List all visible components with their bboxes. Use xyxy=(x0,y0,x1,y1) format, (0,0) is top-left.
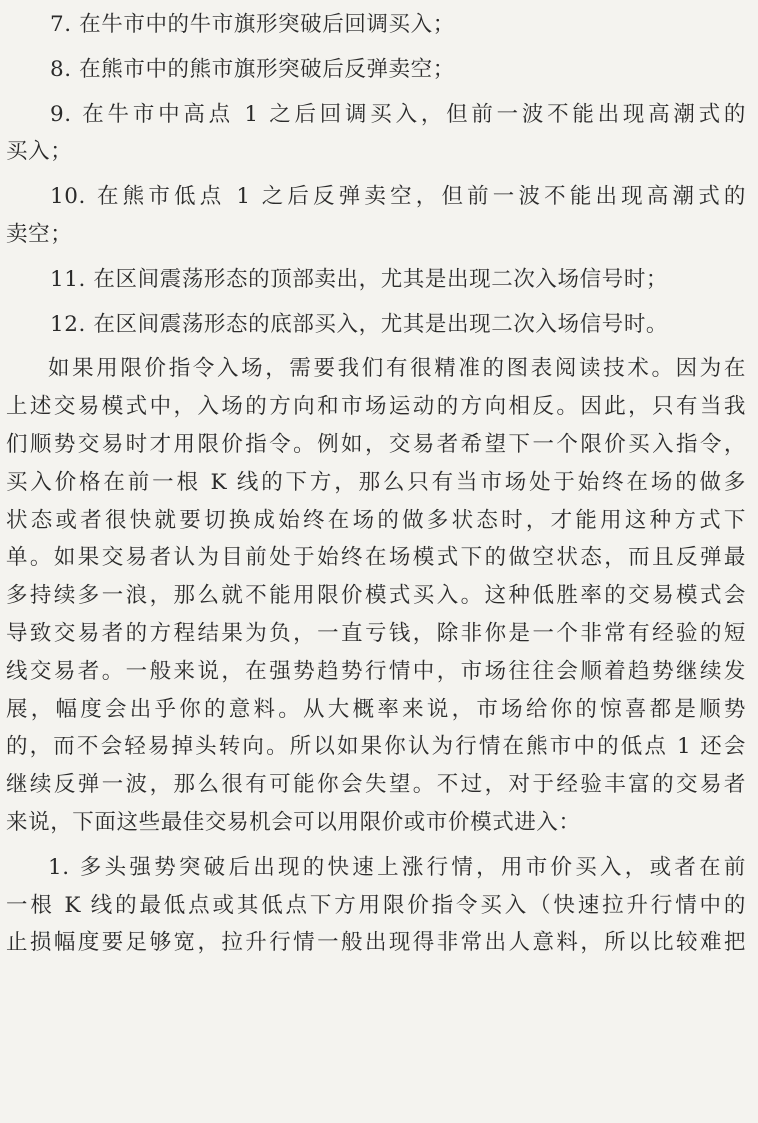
item-11-line-1: 11. 在区间震荡形态的顶部卖出，尤其是出现二次入场信号时； xyxy=(50,266,669,292)
paragraph-line: 上述交易模式中，入场的方向和市场运动的方向相反。因此，只有当我 xyxy=(6,394,746,420)
final-item-line: 一根 K 线的最低点或其低点下方用限价指令买入（快速拉升行情中的 xyxy=(6,892,746,918)
item-10-line-2: 卖空； xyxy=(6,221,73,247)
list-item xyxy=(6,6,746,44)
item-9-line-2: 买入； xyxy=(6,139,73,165)
final-item-line: 止损幅度要足够宽，拉升行情一般出现得非常出人意料，所以比较难把 xyxy=(6,930,746,956)
paragraph-line: 线交易者。一般来说，在强势趋势行情中，市场往往会顺着趋势继续发 xyxy=(6,658,746,684)
item-10-line-1: 10. 在熊市低点 1 之后反弹卖空，但前一波不能出现高潮式的 xyxy=(50,184,746,210)
list-item xyxy=(6,306,746,344)
paragraph-line: 单。如果交易者认为目前处于始终在场模式下的做空状态，而且反弹最 xyxy=(6,545,746,571)
paragraph-line: 的，而不会轻易掉头转向。所以如果你认为行情在熊市中的低点 1 还会 xyxy=(6,734,746,760)
body-paragraph xyxy=(6,350,746,841)
list-item xyxy=(6,261,746,299)
item-9-line-1: 9. 在牛市中高点 1 之后回调买入，但前一波不能出现高潮式的 xyxy=(50,101,746,127)
paragraph-line: 买入价格在前一根 K 线的下方，那么只有当市场处于始终在场的做多 xyxy=(6,469,746,495)
paragraph-line: 导致交易者的方程结果为负，一直亏钱，除非你是一个非常有经验的短 xyxy=(6,620,746,646)
item-12-line-1: 12. 在区间震荡形态的底部买入，尤其是出现二次入场信号时。 xyxy=(50,311,669,337)
list-item xyxy=(6,178,746,254)
list-item xyxy=(6,96,746,172)
paragraph-line: 状态或者很快就要切换成始终在场的做多状态时，才能用这种方式下 xyxy=(6,507,746,533)
list-item xyxy=(6,51,746,89)
final-item-line: 1. 多头强势突破后出现的快速上涨行情，用市价买入，或者在前 xyxy=(48,854,746,880)
paragraph-line: 来说，下面这些最佳交易机会可以用限价或市价模式进入： xyxy=(6,809,581,835)
paragraph-line: 如果用限价指令入场，需要我们有很精准的图表阅读技术。因为在 xyxy=(48,356,746,382)
paragraph-line: 继续反弹一波，那么很有可能你会失望。不过，对于经验丰富的交易者 xyxy=(6,772,746,798)
paragraph-line: 多持续多一浪，那么就不能用限价模式买入。这种低胜率的交易模式会 xyxy=(6,583,746,609)
item-8-line-1: 8. 在熊市中的熊市旗形突破后反弹卖空； xyxy=(50,56,455,82)
list-item xyxy=(6,849,746,962)
item-7-line-1: 7. 在牛市中的牛市旗形突破后回调买入； xyxy=(50,12,455,37)
paragraph-line: 们顺势交易时才用限价指令。例如，交易者希望下一个限价买入指令， xyxy=(6,431,746,457)
paragraph-line: 展，幅度会出乎你的意料。从大概率来说，市场给你的惊喜都是顺势 xyxy=(6,696,746,722)
